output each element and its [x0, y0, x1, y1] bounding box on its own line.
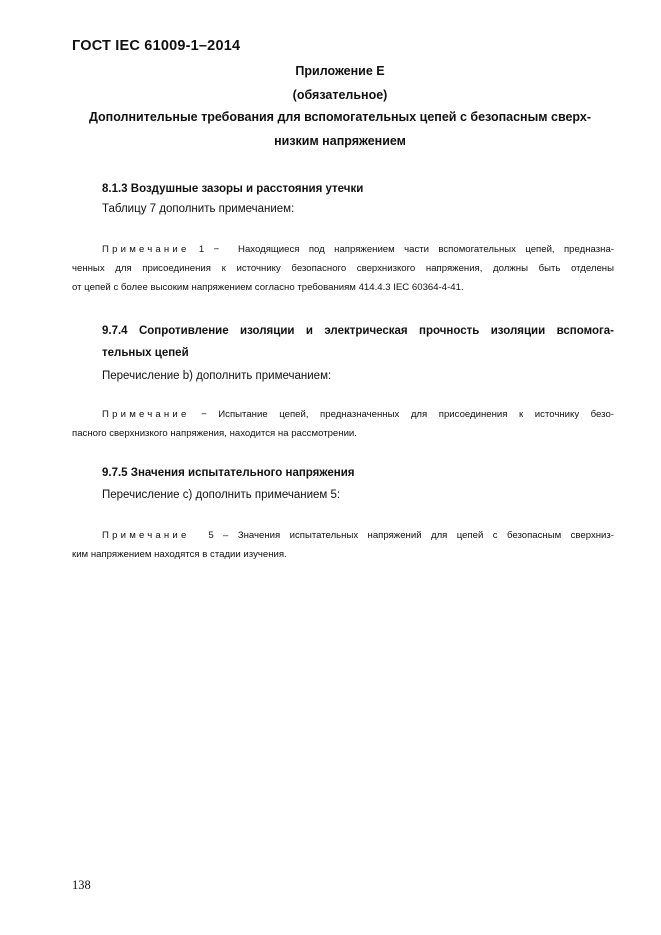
section-8-1-3	[102, 181, 614, 217]
note-line	[72, 240, 614, 259]
appendix-title: Приложение Е	[295, 64, 385, 78]
note-line: пасного сверхнизкого напряжения, находится на рассмотрении.	[72, 428, 357, 439]
note-line	[72, 405, 614, 424]
note-line: ченных для присоединения к источнику безопасного сверхнизкого напряжения, должны быть отделены	[72, 263, 614, 274]
note-number: 1 −	[198, 244, 220, 255]
note-label: Примечание	[102, 244, 190, 255]
section-instruction: Перечисление b) дополнить примечанием:	[102, 370, 332, 382]
section-heading-line1: 9.7.4 Сопротивление изоляции и электрическая прочность изоляции вспомога-	[102, 325, 614, 337]
note-label: Примечание	[102, 409, 190, 420]
appendix-heading-line1: Дополнительные требования для вспомогательных цепей с безопасным сверх-	[88, 110, 591, 124]
section-heading-line2: тельных цепей	[102, 347, 189, 359]
section-9-7-4-heading	[72, 320, 614, 364]
appendix-status: (обязательное)	[292, 88, 388, 102]
section-9-7-4	[102, 368, 614, 384]
note-8-1-3	[72, 240, 614, 297]
section-9-7-5	[102, 465, 614, 503]
section-instruction: Таблицу 7 дополнить примечанием:	[102, 203, 295, 215]
section-instruction: Перечисление с) дополнить примечанием 5:	[102, 489, 341, 501]
note-line	[72, 526, 614, 545]
note-line: ким напряжением находятся в стадии изучения.	[72, 549, 287, 560]
section-heading: 8.1.3 Воздушные зазоры и расстояния утечки	[102, 183, 364, 195]
note-text: Находящиеся под напряжением части вспомогательных цепей, предназна-	[238, 244, 614, 255]
note-9-7-5	[72, 526, 614, 564]
section-heading: 9.7.5 Значения испытательного напряжения	[102, 467, 355, 479]
note-number: 5 –	[208, 530, 229, 541]
standard-id-header: ГОСТ IEC 61009-1–2014	[72, 38, 241, 54]
note-text: Испытание цепей, предназначенных для присоединения к источнику безо-	[218, 409, 614, 420]
note-9-7-4	[72, 405, 614, 443]
note-text: Значения испытательных напряжений для цепей с безопасным сверхниз-	[237, 530, 614, 541]
appendix-heading-line2: низким напряжением	[274, 134, 406, 148]
note-label: Примечание	[102, 530, 190, 541]
note-number: −	[201, 409, 207, 420]
page-number: 138	[72, 878, 91, 892]
note-line: от цепей с более высоким напряжением согласно требованиям 414.4.3 IEC 60364-4-41.	[72, 282, 464, 293]
